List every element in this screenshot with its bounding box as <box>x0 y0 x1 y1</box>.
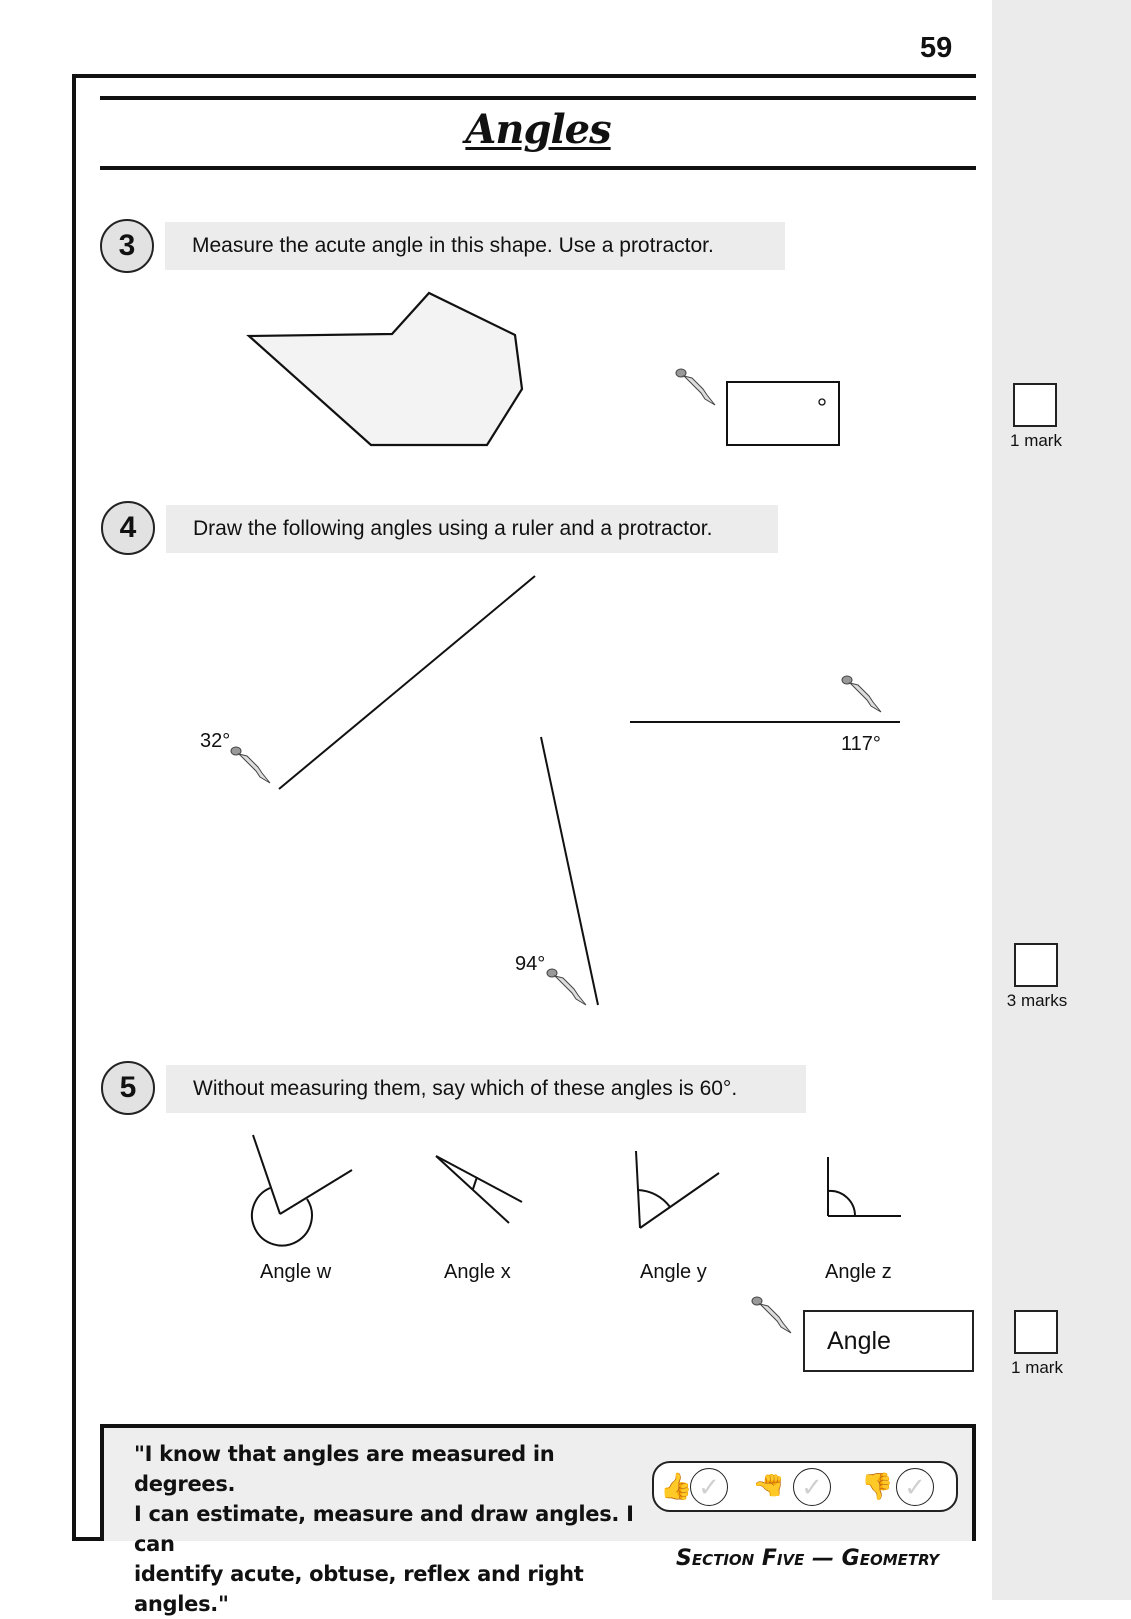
self-rating-bar <box>652 1461 958 1512</box>
self-assessment-statement <box>134 1439 654 1619</box>
angle-label-32: 32° <box>200 730 231 752</box>
pen-icon <box>842 676 881 712</box>
answer-box-q3[interactable] <box>727 382 839 445</box>
mark-label-q4: 3 marks <box>1006 991 1068 1010</box>
page-title: Angles <box>465 106 611 153</box>
mark-box-q5[interactable] <box>1014 1310 1058 1354</box>
question-5-prompt: Without measuring them, say which of these angles is 60°. <box>166 1065 806 1113</box>
angle-w-diagram <box>252 1135 352 1246</box>
question-3-prompt: Measure the acute angle in this shape. Use a protractor. <box>165 222 785 270</box>
page-number: 59 <box>920 32 953 64</box>
rating-option-good[interactable] <box>690 1468 728 1506</box>
check-icon: ✓ <box>698 1471 720 1502</box>
option-angle-z: Angle z <box>825 1261 892 1283</box>
section-footer: Section Five — Geometry <box>676 1546 940 1571</box>
answer-box-q5[interactable] <box>803 1310 974 1372</box>
option-angle-x: Angle x <box>444 1261 511 1283</box>
statement-line-3: identify acute, obtuse, reflex and right angles." <box>134 1562 584 1616</box>
pen-icon <box>676 369 715 405</box>
option-angle-y: Angle y <box>640 1261 707 1283</box>
thumbs-sideways-icon: 👍 <box>755 1470 783 1501</box>
angle-label-94: 94° <box>515 953 546 975</box>
pen-icon <box>547 969 586 1005</box>
mark-box-q3[interactable] <box>1013 383 1057 427</box>
rating-option-bad[interactable] <box>896 1468 934 1506</box>
question-4-prompt: Draw the following angles using a ruler and a protractor. <box>166 505 778 553</box>
mark-box-q4[interactable] <box>1014 943 1058 987</box>
pen-icon <box>752 1297 791 1333</box>
thumbs-up-icon: 👍 <box>660 1471 693 1501</box>
answer-prefix: Angle <box>827 1326 891 1355</box>
angle-y-diagram <box>636 1151 719 1228</box>
angle-label-117: 117° <box>841 733 881 755</box>
irregular-polygon-shape <box>249 293 522 445</box>
check-icon: ✓ <box>904 1471 926 1502</box>
statement-line-2: I can estimate, measure and draw angles. I can <box>134 1502 634 1556</box>
mark-label-q3: 1 mark <box>1010 431 1062 450</box>
question-number-4: 4 <box>101 501 155 555</box>
rating-option-ok[interactable] <box>793 1468 831 1506</box>
check-icon: ✓ <box>801 1471 823 1502</box>
statement-line-1: "I know that angles are measured in degrees. <box>134 1442 555 1496</box>
angle-x-diagram <box>436 1156 522 1223</box>
mark-label-q5: 1 mark <box>1011 1358 1063 1377</box>
angle-z-diagram <box>828 1157 901 1216</box>
question-number-5: 5 <box>101 1061 155 1115</box>
question-number-3: 3 <box>100 219 154 273</box>
option-angle-w: Angle w <box>260 1261 332 1283</box>
pen-icon <box>231 747 270 783</box>
angle-94-base-line <box>541 737 598 1005</box>
thumbs-down-icon: 👎 <box>861 1471 894 1501</box>
angle-32-base-line <box>279 576 535 789</box>
